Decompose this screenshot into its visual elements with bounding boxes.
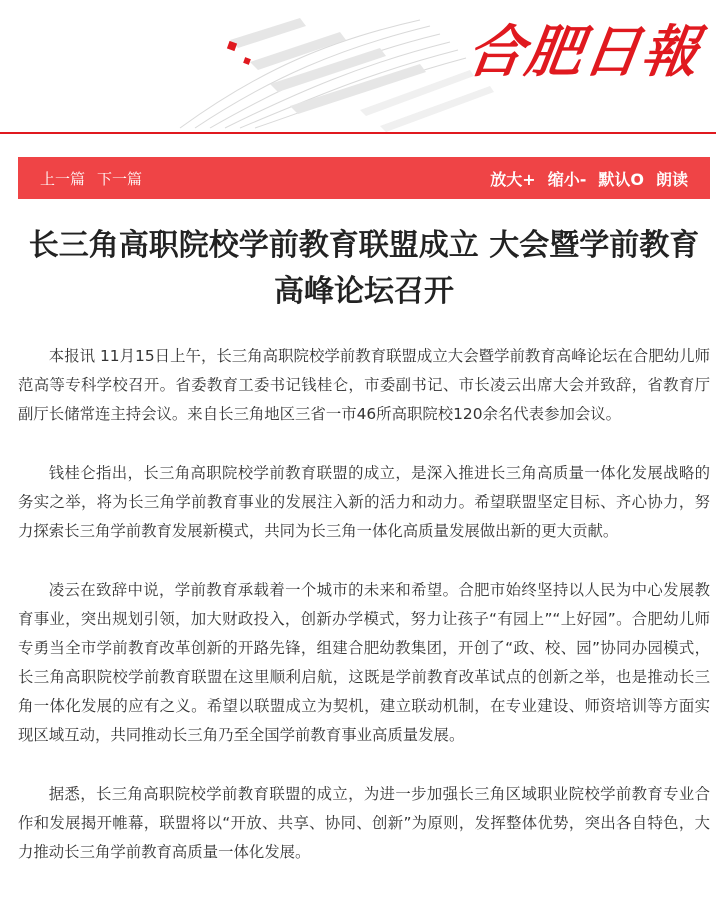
article-pagination xyxy=(40,168,154,189)
prev-article-link[interactable]: 上一篇 xyxy=(40,169,86,188)
article-body xyxy=(18,342,710,897)
article-title: 长三角高职院校学前教育联盟成立 大会暨学前教育高峰论坛召开 xyxy=(28,228,700,309)
hefei-daily-logo-icon[interactable]: 合肥日報 xyxy=(463,19,705,85)
masthead-divider xyxy=(0,132,716,134)
next-article-link[interactable]: 下一篇 xyxy=(97,169,143,188)
article-paragraph: 凌云在致辞中说，学前教育承载着一个城市的未来和希望。合肥市始终坚持以人民为中心发展教育事业，突出规划引领，加大财政投入，创新办学模式，努力让孩子“有园上”“上好园”。合肥幼儿师专勇当全市学前教育改革创新的开路先锋，组建合肥幼教集团，开创了“政、校、园”协同办园模式，长三角高职院校学前教育联盟在这里顺利启航，这既是学前教育改革试点的创新之举，也是推动长三角一体化发展的应有之义。希望以联盟成立为契机，建立联动机制，在专业建设、师资培训等方面实现区域互动，共同推动长三角乃至全国学前教育事业高质量发展。 xyxy=(18,581,710,744)
article-paragraph: 钱桂仑指出，长三角高职院校学前教育联盟的成立，是深入推进长三角高质量一体化发展战略的务实之举，将为长三角学前教育事业的发展注入新的活力和动力。希望联盟坚定目标、齐心协力，努力探索长三角学前教育发展新模式，共同为长三角一体化高质量发展做出新的更大贡献。 xyxy=(18,464,710,540)
read-aloud-button[interactable]: 朗读 xyxy=(655,169,688,189)
article-toolbar xyxy=(18,157,710,199)
zoom-out-button[interactable]: 缩小- xyxy=(547,169,587,189)
zoom-in-button[interactable]: 放大+ xyxy=(490,169,536,189)
default-size-button[interactable]: 默认O xyxy=(598,169,644,189)
article-paragraph: 据悉，长三角高职院校学前教育联盟的成立，为进一步加强长三角区域职业院校学前教育专业合作和发展揭开帷幕，联盟将以“开放、共享、协同、创新”为原则，发挥整体优势，突出各自特色，大力推动长三角学前教育高质量一体化发展。 xyxy=(18,785,710,861)
reading-controls xyxy=(478,167,688,190)
article-paragraph: 本报讯 11月15日上午，长三角高职院校学前教育联盟成立大会暨学前教育高峰论坛在合肥幼儿师范高等专科学校召开。省委教育工委书记钱桂仑，市委副书记、市长凌云出席大会并致辞，省教育厅副厅长储常连主持会议。来自长三角地区三省一市46所高职院校120余名代表参加会议。 xyxy=(18,347,710,423)
masthead xyxy=(0,0,716,136)
